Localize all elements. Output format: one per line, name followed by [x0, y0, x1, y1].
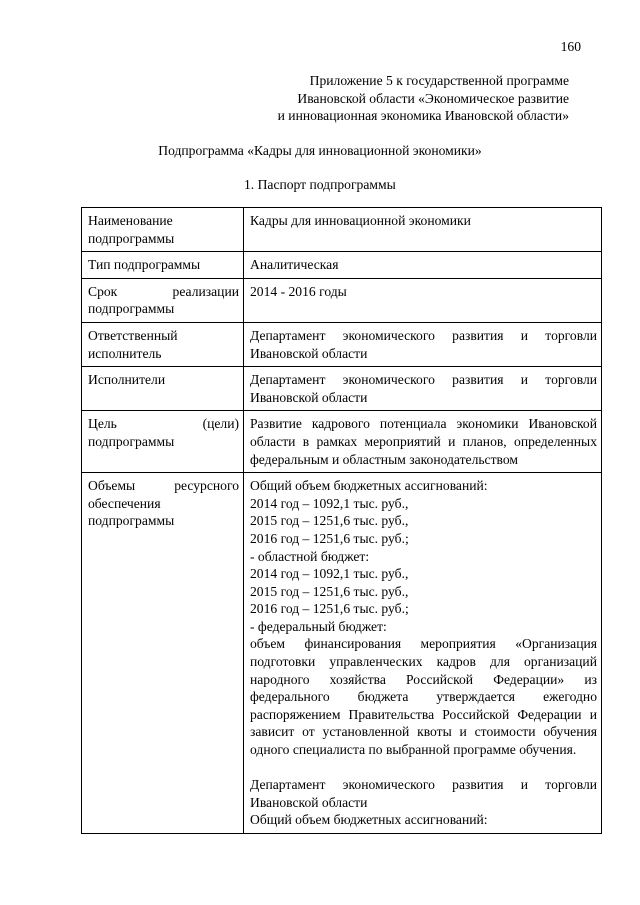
appendix-line: Приложение 5 к государственной программе: [309, 73, 569, 88]
funding-line: 2014 год – 1092,1 тыс. руб.,: [250, 566, 409, 582]
row-value: Аналитическая: [244, 252, 602, 279]
appendix-line: Ивановской области «Экономическое развитие: [297, 90, 569, 106]
table-row: [82, 252, 602, 279]
funding-line: 2015 год – 1251,6 тыс. руб.,: [250, 583, 409, 599]
page-number: 160: [560, 39, 581, 54]
department-text: Департамент экономического развития и торговли Ивановской области: [250, 777, 597, 810]
appendix-note: [149, 72, 569, 125]
row-label: Тип подпрограммы: [82, 252, 244, 279]
federal-funding-text: объем финансирования мероприятия «Организация подготовки управленческих кадров для организаций народного хозяйства Российской Федерации» из федерального бюджета утверждается ежегодно распоряжением Правительства Российской Федерации и зависит от установленной квоты и стоимости обучения одного специалиста по выбранной программе обучения.: [250, 636, 597, 758]
funding-line: - областной бюджет:: [250, 548, 370, 564]
funding-line: Общий объем бюджетных ассигнований:: [250, 478, 488, 494]
row-value-funding: [244, 473, 602, 834]
row-label: Срок реализации подпрограммы: [82, 278, 244, 322]
row-label: Ответственный исполнитель: [82, 322, 244, 366]
funding-line: 2016 год – 1251,6 тыс. руб.;: [250, 530, 409, 546]
subprogram-title: Подпрограмма «Кадры для инновационной экономики»: [158, 143, 482, 158]
funding-line: 2014 год – 1092,1 тыс. руб.,: [250, 495, 409, 511]
paragraph-spacer: [250, 759, 597, 777]
row-label: Цель (цели) подпрограммы: [82, 411, 244, 473]
row-value: 2014 - 2016 годы: [244, 278, 602, 322]
row-value: Департамент экономического развития и торговли Ивановской области: [244, 367, 602, 411]
table-row: [82, 367, 602, 411]
table-row: [82, 411, 602, 473]
row-value: Департамент экономического развития и торговли Ивановской области: [244, 322, 602, 366]
table-row: [82, 278, 602, 322]
table-row: [82, 208, 602, 252]
row-label: Исполнители: [82, 367, 244, 411]
funding-line: - федеральный бюджет:: [250, 618, 387, 634]
row-label: Объемы ресурсного обеспечения подпрограммы: [82, 473, 244, 834]
section-heading: 1. Паспорт подпрограммы: [244, 177, 396, 192]
funding-line: 2015 год – 1251,6 тыс. руб.,: [250, 513, 409, 529]
table-row-funding: [82, 473, 602, 834]
table-row: [82, 322, 602, 366]
row-label: Наименование подпрограммы: [82, 208, 244, 252]
funding-line: 2016 год – 1251,6 тыс. руб.;: [250, 601, 409, 617]
row-value: Кадры для инновационной экономики: [244, 208, 602, 252]
row-value: Развитие кадрового потенциала экономики Ивановской области в рамках мероприятий и планов, определенных федеральным и областным законодательством: [244, 411, 602, 473]
passport-table: [81, 207, 602, 834]
appendix-line: и инновационная экономика Ивановской области»: [277, 108, 569, 124]
funding-total-line: Общий объем бюджетных ассигнований:: [250, 812, 488, 828]
